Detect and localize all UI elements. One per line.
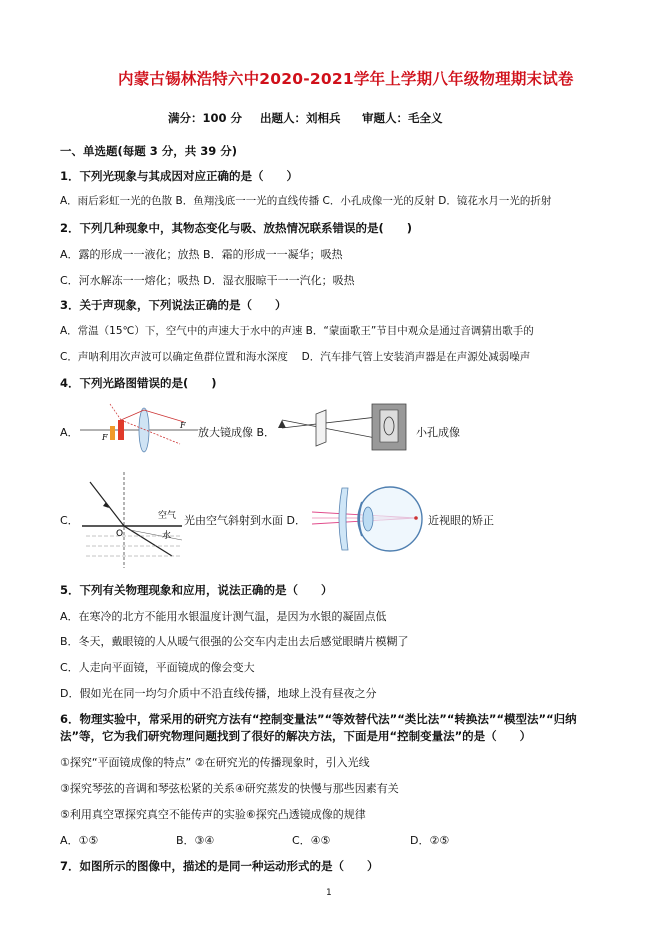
q4-stem: 4．下列光路图错误的是( ): [60, 376, 217, 390]
q4-caption-c: 光由空气斜射到水面 D．: [184, 514, 306, 527]
q3-stem: 3．关于声现象，下列说法正确的是（ ）: [60, 298, 287, 312]
q5-option-a: A．在寒冷的北方不能用水银温度计测气温，是因为水银的凝固点低: [60, 610, 387, 623]
page-number: 1: [326, 888, 332, 898]
water-label: 水: [162, 531, 172, 541]
q1-stem: 1．下列光现象与其成因对应正确的是（ ）: [60, 169, 298, 183]
q3-options-ab: A．常温（15℃）下，空气中的声速大于水中的声速 B．“蒙面歌王”节目中观众是通过音调猜出歌手的: [60, 325, 534, 337]
question-reviewer: 审题人：毛全义: [362, 111, 443, 125]
q4-caption-b: 小孔成像: [416, 426, 460, 439]
q6-stem-line1: 6．物理实验中，常采用的研究方法有“控制变量法”“等效替代法”“类比法”“转换法”“模型法”“归纳: [60, 712, 577, 726]
q5-option-d: D．假如光在同一均匀介质中不沿直线传播，地球上没有昼夜之分: [60, 687, 377, 700]
magnifier-diagram: [80, 402, 198, 454]
question-author: 出题人：刘相兵: [260, 111, 341, 125]
q6-option-a: A．①⑤: [60, 834, 99, 847]
q6-option-c: C．④⑤: [292, 834, 331, 847]
pinhole-diagram: [276, 402, 414, 454]
q5-option-b: B．冬天，戴眼镜的人从暖气很强的公交车内走出去后感觉眼睛片模糊了: [60, 635, 409, 648]
q5-option-c: C．人走向平面镜，平面镜成的像会变大: [60, 661, 255, 674]
q6-items-3: ⑤利用真空罩探究真空不能传声的实验⑥探究凸透镜成像的规律: [60, 808, 366, 821]
q2-options-cd: C．河水解冻一一熔化；吸热 D．湿衣服晾干一一汽化；吸热: [60, 274, 355, 287]
q3-options-cd: C．声呐利用次声波可以确定鱼群位置和海水深度 D．汽车排气管上安装消声器是在声源处减弱噪声: [60, 351, 531, 363]
q6-items-1: ①探究“平面镜成像的特点” ②在研究光的传播现象时，引入光线: [60, 756, 370, 769]
section-heading: 一、单选题(每题 3 分，共 39 分): [60, 144, 238, 158]
q7-stem: 7．如图所示的图像中，描述的是同一种运动形式的是（ ）: [60, 859, 379, 873]
q4-caption-a: 放大镜成像 B．: [198, 426, 276, 439]
q4-label-c: C．: [60, 514, 79, 527]
full-score: 满分：100 分: [168, 111, 243, 125]
incidence-point-label: O: [116, 529, 124, 539]
q2-stem: 2．下列几种现象中，其物态变化与吸、放热情况联系错误的是( ): [60, 221, 413, 235]
q1-options: A．雨后彩虹一光的色散 B．鱼翔浅底一一光的直线传播 C．小孔成像一光的反射 D．镜花水月一光的折射: [60, 195, 552, 207]
q6-option-b: B．③④: [176, 834, 215, 847]
air-label: 空气: [158, 511, 177, 521]
exam-title: 内蒙古锡林浩特六中2020-2021学年上学期八年级物理期末试卷: [118, 70, 574, 88]
focus-label-left: F: [102, 433, 108, 442]
q2-options-ab: A．露的形成一一液化；放热 B．霜的形成一一凝华；吸热: [60, 248, 343, 261]
q4-caption-d: 近视眼的矫正: [428, 514, 494, 527]
q6-items-2: ③探究琴弦的音调和琴弦松紧的关系④研究蒸发的快慢与那些因素有关: [60, 782, 399, 795]
refraction-diagram: [82, 470, 182, 570]
focus-label-right: F: [180, 421, 186, 430]
q4-label-a: A．: [60, 426, 79, 439]
q6-stem-line2: 法”等，它为我们研究物理问题找到了很好的解决方法，下面是用“控制变量法”的是（ ）: [60, 729, 532, 743]
q6-option-d: D．②⑤: [410, 834, 450, 847]
q5-stem: 5．下列有关物理现象和应用，说法正确的是（ ）: [60, 583, 333, 597]
myopia-diagram: [312, 478, 424, 560]
